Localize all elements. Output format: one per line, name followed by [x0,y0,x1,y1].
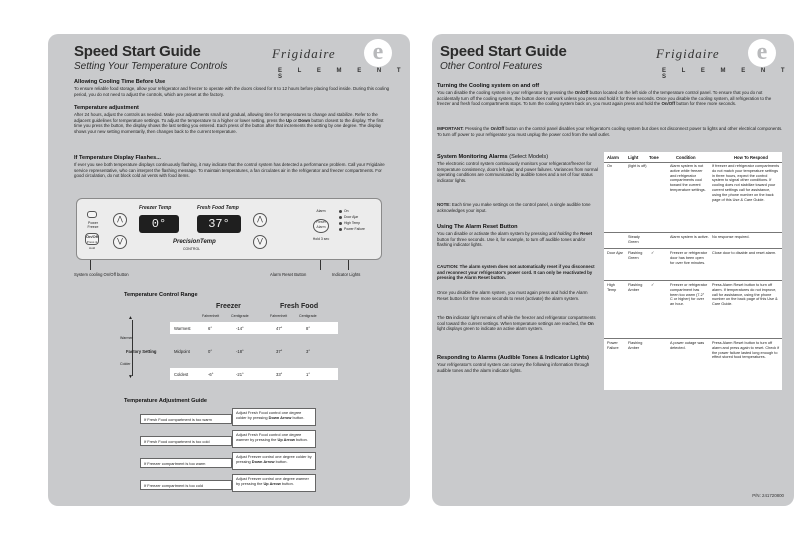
precisiontemp-sub: CONTROL [183,247,201,251]
led-high-temp: High Temp [339,221,360,225]
table-rule [604,162,782,163]
callout-line [90,260,91,270]
section-heading: Turning the Cooling system on and off [437,83,540,89]
left-page: Speed Start Guide Setting Your Temperature Controls Frigidaire e E L E M E N T S Allowing Cooling Time Before Use To ensure reliable food storage, allow your refrigerator and freezer to operate with the doors closed for 8 to 12 hours before placing food inside. During this cooling period, you do not need to adjust the controls, which are preset at the factory. Temperature adjustment After 24 hours, adjust the controls as needed. Make your adjustments small and gradual, allowing time for temperatures to change and stabilize. Refer to the adjacent guidelines for temperature settings. To adjust the temperature to a higher or lower setting, press the Up or Down button closest to the display. The first time you press the button, the display shows the last setting you entered. Each press of the button after that increments the setting by one degree. The display shows your new setting momentarily, then changes back to the current temperature. If Temperature Display Flashes... If ever you see both temperature displays continuously flashing, it may indicate that the control system has detected a performance problem. Call your Frigidaire service representative, who can interpret the flashing message. To maintain temperatures, a fan circulates air in the refrigerator and freezer compartments. For good circulation, do not block cold air vents with food items. Power Freeze On/Off Press & Hold ⋀ ⋁ Freezer Temp 0° Fresh Food Temp 37° ⋀ ⋁ PrecisionTemp CONTROL Alarm Reset Alarm Hold 3 sec On Door Ajar High Temp Power Failure System cooling On/Off button Alarm Reset Button Indicator Lights Temperature Control Range Freezer Fresh Food Fahrenheit Centigrade Fahrenheit Centigrade ▲ ▼ Warmer Colder Factory Setting Warmest 6° -14° 47° 8° Midpoint 0° -18° 37° 3° Coldest -6° -21° 33° 1° Temperature Adjustment Guide If Fresh Food compartment is too warm Adjust Fresh Food control one degree colder by pressing Down Arrow button. If Fresh Food compartment is too cold Adjust Fresh Food control one degree warmer by pressing the Up Arrow button. If Freezer compartment is too warm Adjust Freezer control one degree colder by pressing Down Arrow button. If Freezer compartment is too cold Adjust Freezer control one degree warmer by pressing the Up Arrow button. [48,34,410,506]
guide-condition: If Freezer compartment is too warm [140,458,232,468]
centigrade-head: Centigrade [299,314,317,318]
section-heading: System Monitoring Alarms (Select Models) [437,154,549,160]
led-dot-icon [339,228,342,231]
table-header: Tone [649,155,659,160]
table-header: How To Respond [734,155,768,160]
chevron-down-icon: ⋁ [257,238,263,245]
alarm-reset-button[interactable]: Reset Alarm [313,219,329,233]
range-row-bg [170,322,338,334]
section-text: To ensure reliable food storage, allow your refrigerator and freezer to operate with the doors closed for 8 to 12 hours before placing food inside. During this cooling period, you do not need to adjust the controls, which are preset at the factory. [74,86,390,97]
caution-text: CAUTION: The alarm system does not automatically reset if you disconnect and reconnect your refrigerator's power cord. It can only be reactivated by pressing the Alarm Reset button. [437,264,595,281]
table-header: Alarm [607,155,619,160]
guide-condition: If Freezer compartment is too cold [140,480,232,490]
factory-setting-label: Factory Setting [126,349,157,354]
chevron-up-icon: ⋀ [117,216,123,223]
centigrade-head: Centigrade [231,314,249,318]
section-heading: If Temperature Display Flashes... [74,155,161,161]
arrow-down-icon: ▼ [128,374,133,380]
fresh-food-col-head: Fresh Food [280,303,319,310]
fresh-food-up-button[interactable] [253,213,267,227]
fahrenheit-head: Fahrenheit [270,314,288,318]
arrow-up-icon: ▲ [128,315,133,321]
warmer-label: Warmer [120,336,133,340]
hold-label: Hold 3 sec [312,237,330,241]
led-on: On [339,209,349,213]
section-heading: Responding to Alarms (Audible Tones & Indicator Lights) [437,355,589,361]
table-header: Condition [676,155,696,160]
section-heading: Using The Alarm Reset Button [437,224,518,230]
check-icon: ✓ [651,251,655,255]
on-off-button[interactable]: On/Off Press & Hold [86,234,99,250]
check-icon: ✓ [651,283,655,287]
alarm-label: Alarm [316,209,326,213]
brand-logo-e-icon: e [748,39,776,67]
brand-logo-elements: E L E M E N T S [278,68,408,80]
section-text: Once you disable the alarm system, you must again press and hold the Alarm Reset button for three more seconds to reset (activate) the alarm system. [437,290,588,301]
control-panel-illustration [76,198,382,260]
callout-line [320,260,321,270]
table-header: Light [628,155,639,160]
colder-label: Colder [120,362,131,366]
freezer-col-head: Freezer [216,303,241,310]
freezer-display-label: Freezer Temp [139,205,172,211]
led-door-ajar: Door Ajar [339,215,358,219]
fahrenheit-head: Fahrenheit [202,314,220,318]
precisiontemp-brand: PrecisionTemp [173,239,216,245]
table-rule [604,338,782,339]
section-text: You can disable the cooling system in your refrigerator by pressing the On/Off button located on the left side of the temperature control panel. To ensure that you do not accidentally turn off the cooling system, the button does not work unless you press and hold it for three seconds. Once you disable the cooling system, all refrigeration to the freezer and fresh food compartments stops. To turn the cooling system back on, you must again press and hold the On/Off button for three more seconds. [437,90,772,107]
fresh-food-display-label: Fresh Food Temp [197,205,239,211]
guide-action: Adjust Freezer control one degree warmer by pressing the Up Arrow button. [232,474,316,492]
power-freeze-button[interactable] [87,211,97,218]
page-subtitle: Other Control Features [440,61,543,72]
guide-condition: If Fresh Food compartment is too cold [140,436,232,446]
callout-indicator-lights: Indicator Lights [332,272,361,277]
led-dot-icon [339,216,342,219]
chevron-down-icon: ⋁ [117,238,123,245]
page-title: Speed Start Guide [74,43,201,60]
brand-logo-word: Frigidaire [272,46,336,61]
callout-alarm-reset: Alarm Reset Button [270,272,307,277]
section-text: Your refrigerator's control system can convey the following information through audible tones and the alarm indicator lights. [437,362,590,373]
range-heading: Temperature Control Range [124,292,198,298]
section-text: If ever you see both temperature displays continuously flashing, it may indicate that the control system has detected a performance problem. Call your Frigidaire service representative, who can interpret the flashing message. To maintain temperatures, a fan circulates air in the refrigerator and freezer compartments. For good circulation, do not block cold air vents with food items. [74,162,385,179]
table-rule [604,280,782,281]
table-rule [604,248,782,249]
guide-action: Adjust Fresh Food control one degree warmer by pressing the Up Arrow button. [232,430,316,448]
section-heading: Temperature adjustment [74,105,139,111]
freezer-up-button[interactable] [113,213,127,227]
brand-logo-elements: E L E M E N T S [662,68,792,80]
freezer-display: 0° [139,215,179,233]
right-page [432,34,794,506]
fresh-food-display: 37° [197,215,241,233]
guide-condition: If Fresh Food compartment is too warm [140,414,232,424]
guide-action: Adjust Fresh Food control one degree colder by pressing Down Arrow button. [232,408,316,426]
page-title: Speed Start Guide [440,43,567,60]
guide-heading: Temperature Adjustment Guide [124,398,207,404]
brand-logo-e-icon: e [364,39,392,67]
guide-action: Adjust Freezer control one degree colder by pressing Down Arrow button. [232,452,316,470]
power-freeze-label: Power Freeze [87,221,99,229]
section-heading: Allowing Cooling Time Before Use [74,79,166,85]
led-dot-icon [339,222,342,225]
fresh-food-down-button[interactable] [253,235,267,249]
range-arrow [132,320,133,376]
callout-on-off: System cooling On/Off button [74,272,129,277]
note-text: NOTE: Each time you make settings on the control panel, a single audible tone acknowledges your input. [437,202,591,213]
chevron-up-icon: ⋀ [257,216,263,223]
led-power-failure: Power Failure [339,227,365,231]
section-text: The electronic control system continuously monitors your refrigerator/freezer for temperature consistency, doors left ajar, and power failures. Variances from normal operating conditions are communicated by audible tones and a set of four status indicator lights. [437,161,598,183]
alarm-table: Alarm Light Tone Condition How To Respond On (light is off) Alarm system is not active while freezer and refrigerator compartments cool toward the current temperature settings. If freezer and refrigerator compartments do not match your temperature settings in three hours, expect the control system to signal other conditions. If cooling does not stabilize toward your current settings call for assistance, using the phone number on the back page of this Use & Care Guide. Steady Green Alarm system is active. No response required. Door Ajar Flashing Green ✓ Freezer or refrigerator door has been open for over five minutes. Close door to disable and reset alarm. High Temp Flashing Amber ✓ Freezer or refrigerator compartment has been too warm (7.2° C or higher) for over an hour. Press Alarm Reset button to turn off alarm. If temperatures do not improve, call for assistance, using the phone number on the back page of this Use & Care Guide. Power Failure Flashing Amber A power outage was detected. Press Alarm Reset button to turn off alarm and press again to reset. Check if the power failure lasted long enough to effect stored food temperatures. [604,152,782,390]
important-note: IMPORTANT: Pressing the On/Off button on the control panel disables your refrigerator's cooling system but does not disconnect power to lights and other electrical components. To turn off power to your refrigerator you must unplug the power cord from the wall outlet. [437,126,783,137]
freezer-down-button[interactable] [113,235,127,249]
section-text: The On indicator light remains off while the freezer and refrigerator compartments cool toward the current settings. When temperature settings are reached, the On light displays green to indicate an active alarm system. [437,315,596,332]
part-number: P/N: 241720800 [752,493,784,498]
led-dot-icon [339,210,342,213]
page-subtitle: Setting Your Temperature Controls [74,61,228,72]
section-text: After 24 hours, adjust the controls as needed. Make your adjustments small and gradual, allowing time for temperatures to change and stabilize. Refer to the adjacent guidelines for temperature settings. To adjust the temperature to a higher or lower setting, press the Up or Down button closest to the display. The first time you press the button, the display shows the last setting you entered. Each press of the button after that increments the setting by one degree. The display shows your new setting momentarily, then changes back to the current temperature. [74,112,384,134]
section-text: You can disable or activate the alarm system by pressing and holding the Reset button for three seconds. Use it, for example, to turn off audible tones and/or flashing indicator lights. [437,231,593,248]
table-rule [604,232,782,233]
brand-logo-word: Frigidaire [656,46,720,61]
callout-line [348,260,349,270]
range-row-bg [170,368,338,380]
